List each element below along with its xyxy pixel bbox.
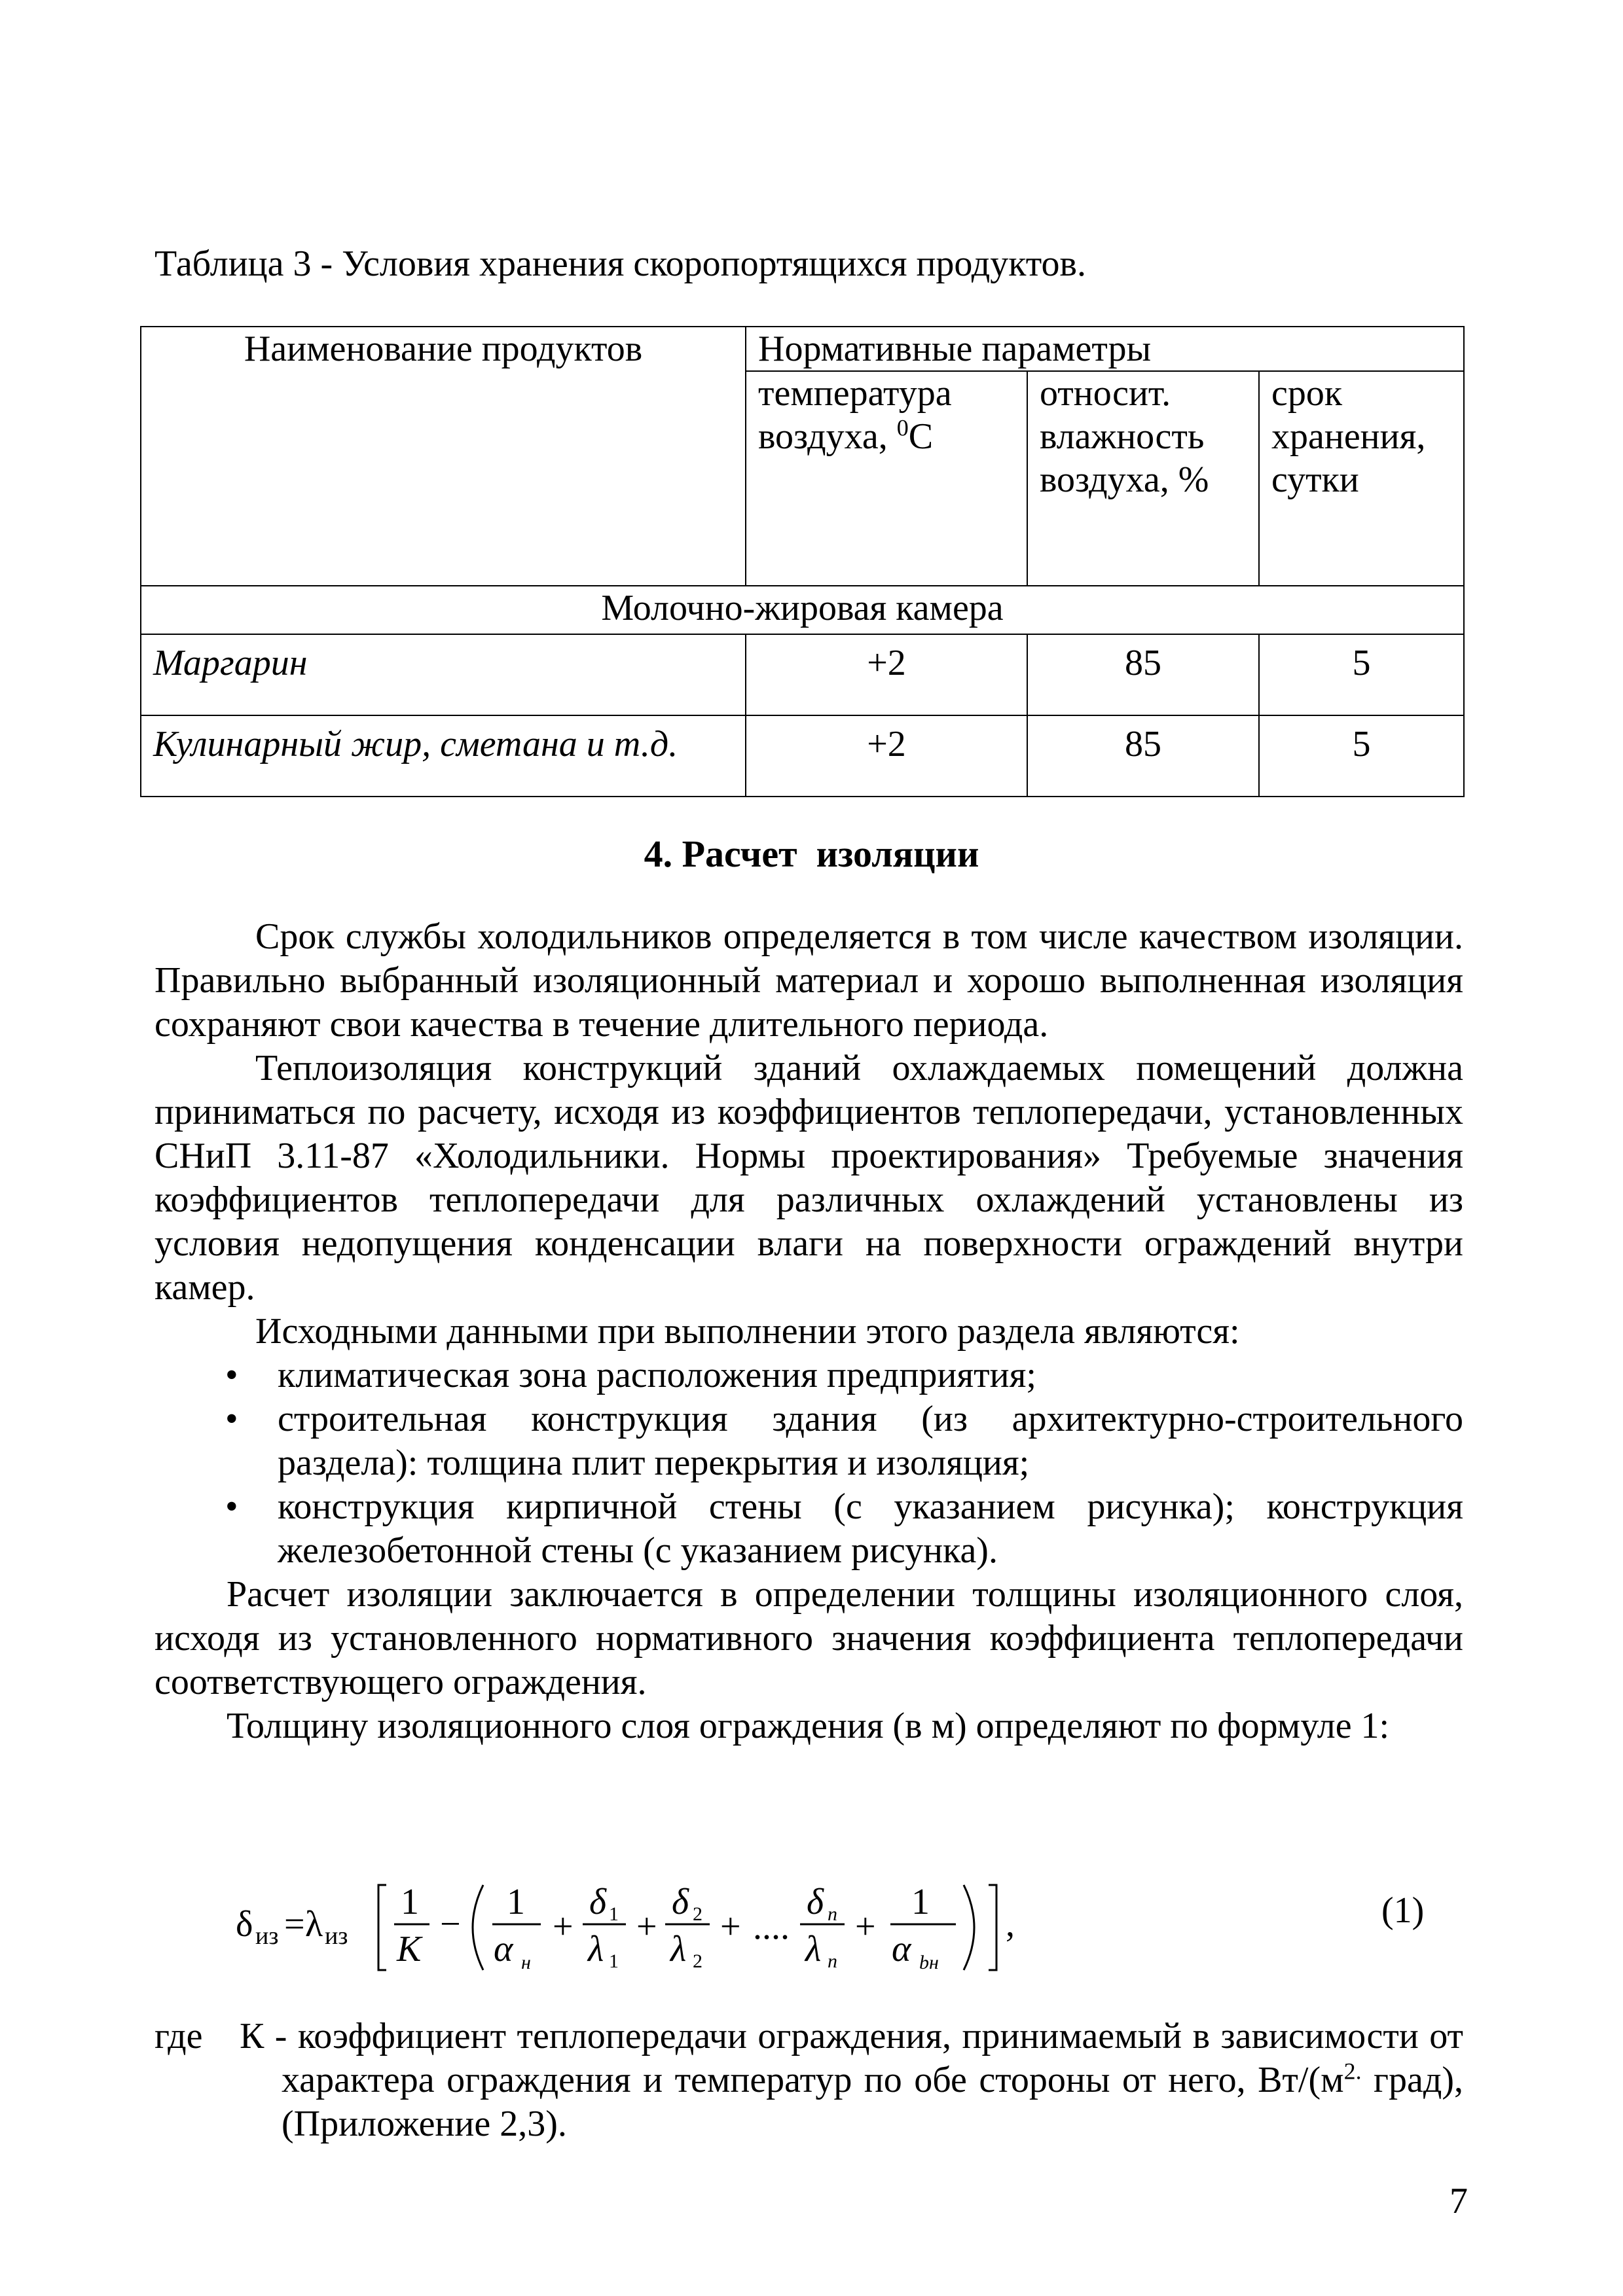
subscript-1: 1 <box>609 1903 619 1925</box>
small-lambda-symbol: λ <box>670 1929 687 1969</box>
small-delta-symbol: δ <box>589 1882 607 1922</box>
alpha-symbol: α <box>494 1929 513 1969</box>
section-dairy-fat-chamber: Молочно-жировая камера <box>141 586 1464 634</box>
ellipsis: .... <box>753 1907 790 1947</box>
subscript-n: n <box>828 1903 837 1925</box>
plus-sign: + <box>720 1907 741 1947</box>
delta-subscript: из <box>255 1922 279 1950</box>
lambda-symbol: λ <box>305 1904 323 1945</box>
humidity-cell: 85 <box>1027 715 1259 797</box>
paragraph: Толщину изоляционного слоя ограждения (в м) определяют по формуле 1: <box>227 1706 1390 1746</box>
small-lambda-symbol: λ <box>805 1929 822 1969</box>
small-delta-symbol: δ <box>672 1882 689 1922</box>
left-bracket <box>378 1885 386 1970</box>
plus-sign: + <box>855 1907 876 1947</box>
bullet-icon: • <box>225 1486 238 1527</box>
temperature-cell: +2 <box>746 634 1027 715</box>
list-item: • конструкция кирпичной стены (с указанием рисунка); конструкция железобетонной стены (с указанием рисунка). <box>225 1486 1463 1571</box>
header-temperature <box>746 371 1027 586</box>
minus-sign: − <box>440 1904 461 1945</box>
k-denominator: K <box>397 1929 422 1969</box>
unit-superscript: 2. <box>1343 2058 1362 2085</box>
formula-number: (1) <box>1381 1890 1425 1931</box>
lambda-subscript: из <box>325 1922 348 1950</box>
table-row <box>141 634 1464 715</box>
right-paren <box>964 1885 974 1970</box>
product-name-cell: Кулинарный жир, сметана и т.д. <box>141 715 746 797</box>
header-temperature-line1: температура <box>758 373 952 414</box>
frac-one-numerator: 1 <box>911 1882 930 1922</box>
where-label: где <box>155 2016 203 2056</box>
subscript-2: 2 <box>693 1903 702 1925</box>
bullet-list <box>155 1354 1463 1573</box>
bullet-icon: • <box>225 1399 238 1439</box>
bullet-icon: • <box>225 1355 238 1395</box>
storage-conditions-table <box>140 326 1465 797</box>
insulation-thickness-formula <box>236 1871 1440 1982</box>
delta-symbol: δ <box>236 1904 253 1945</box>
paragraph: Срок службы холодильников определяется в том числе качеством изоляции. Правильно выбранный изоляционный материал и хорошо выполненная изоляция сохраняют свои качества в течение длительного периода. <box>155 916 1463 1045</box>
section-heading: 4. Расчет изоляции <box>644 833 979 875</box>
storage-term-cell: 5 <box>1259 715 1464 797</box>
storage-term-cell: 5 <box>1259 634 1464 715</box>
frac-one-numerator: 1 <box>507 1882 525 1922</box>
paragraph: Исходными данными при выполнении этого раздела являются: <box>255 1311 1240 1352</box>
alpha-symbol: α <box>892 1929 911 1969</box>
table-caption: Таблица 3 - Условия хранения скоропортящихся продуктов. <box>155 243 1086 284</box>
humidity-cell: 85 <box>1027 634 1259 715</box>
formula-comma: , <box>1006 1904 1015 1945</box>
small-lambda-symbol: λ <box>588 1929 604 1969</box>
header-humidity: относит. влажность воздуха, % <box>1027 371 1259 586</box>
paragraph: Теплоизоляция конструкций зданий охлаждаемых помещений должна приниматься по расчету, исходя из коэффициентов теплопередачи, установленных СНиП 3.11-87 «Холодильники. Нормы проектирования» Требуемые значения коэффициентов теплопередачи для различных охлаждений установлены из условия недопущения конденсации влаги на поверхности ограждений внутри камер. <box>155 1048 1463 1308</box>
header-normative-parameters: Нормативные параметры <box>746 327 1464 371</box>
subscript-n: n <box>828 1950 837 1972</box>
temperature-cell: +2 <box>746 715 1027 797</box>
table-row <box>141 715 1464 797</box>
left-paren <box>473 1885 483 1970</box>
header-product-name: Наименование продуктов <box>141 327 746 586</box>
degree-sup: 0 <box>896 414 909 441</box>
alpha-subscript-vn: bн <box>919 1952 939 1973</box>
header-temperature-line2: воздуха, $^0$С <box>758 414 934 457</box>
equals-sign: = <box>284 1904 305 1945</box>
alpha-subscript-n: н <box>521 1952 531 1973</box>
definition-paragraph: К - коэффициент теплопередачи ограждения, принимаемый в зависимости от характера ограждения и температур по обе стороны от него, $Вт/(м^{2.}$ град), (Приложение 2,3). <box>240 2016 1464 2144</box>
body-text <box>155 915 1463 1748</box>
product-name-cell: Маргарин <box>141 634 746 715</box>
header-storage-term: срок хранения, сутки <box>1259 371 1464 586</box>
list-item: • климатическая зона расположения предприятия; <box>155 1354 1463 1397</box>
page-number: 7 <box>1450 2181 1468 2221</box>
subscript-1: 1 <box>609 1950 619 1972</box>
where-definition <box>240 2015 1463 2146</box>
small-delta-symbol: δ <box>807 1882 824 1922</box>
frac-one-numerator: 1 <box>401 1882 419 1922</box>
plus-sign: + <box>636 1907 657 1947</box>
right-bracket <box>989 1885 996 1970</box>
plus-sign: + <box>553 1907 574 1947</box>
list-item: • строительная конструкция здания (из архитектурно-строительного раздела): толщина плит перекрытия и изоляция; <box>225 1399 1463 1483</box>
paragraph: Расчет изоляции заключается в определении толщины изоляционного слоя, исходя из установленного нормативного значения коэффициента теплопередачи соответствующего ограждения. <box>155 1574 1463 1702</box>
subscript-2: 2 <box>693 1950 702 1972</box>
